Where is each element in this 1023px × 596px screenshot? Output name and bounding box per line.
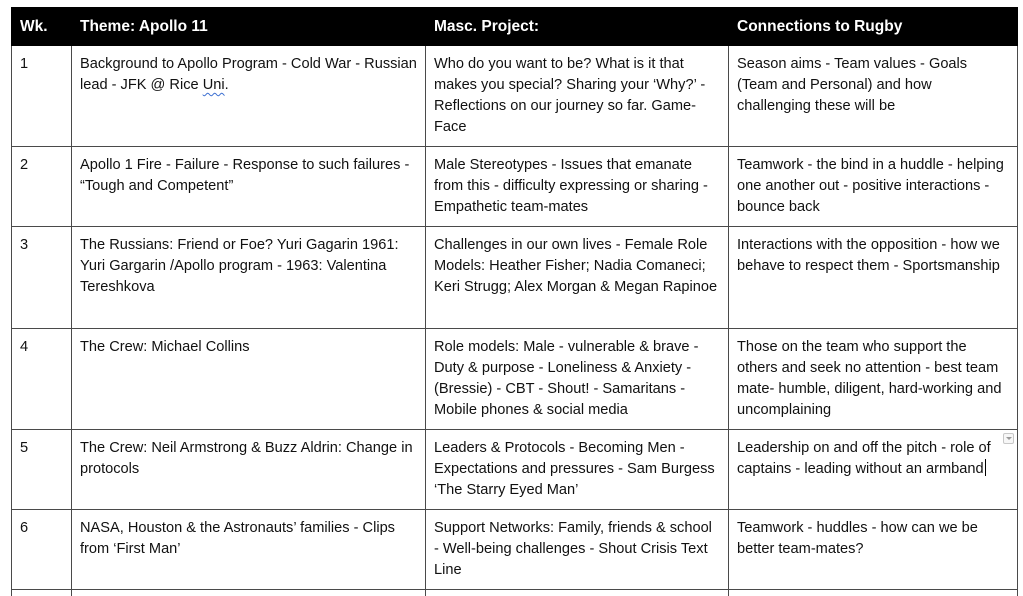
theme-cell[interactable]: The Russians: Friend or Foe? Yuri Gagarin 1961: Yuri Gargarin /Apollo program - 1963: Valentina Tereshkova	[72, 227, 426, 329]
header-row	[12, 8, 1018, 46]
theme-cell[interactable]: The Crew: Michael Collins	[72, 329, 426, 430]
table-row	[12, 430, 1018, 510]
theme-text: Background to Apollo Program - Cold War - Russian lead - JFK @ Rice	[80, 56, 417, 93]
table-row	[12, 46, 1018, 147]
theme-text-end: .	[224, 77, 229, 93]
week-number-cell[interactable]: 5	[12, 430, 72, 510]
header-connections-rugby[interactable]: Connections to Rugby	[729, 8, 1018, 46]
masc-project-cell[interactable]: Support Networks: Family, friends & school - Well-being challenges - Shout Crisis Text Line	[426, 510, 729, 590]
masc-project-cell[interactable]: Role models: Male - vulnerable & brave - Duty & purpose - Loneliness & Anxiety - (Bressie) - CBT - Shout! - Samaritans - Mobile phones & social media	[426, 329, 729, 430]
rugby-connection-cell[interactable]: Those on the team who support the others and seek no attention - best team mate- humble, diligent, hard-working and uncomplaining	[729, 329, 1018, 430]
rugby-connection-cell[interactable]: Teamwork - huddles - how can we be better team-mates?	[729, 510, 1018, 590]
rugby-connection-cell[interactable]: Teamwork - the bind in a huddle - helping one another out - positive interactions - bounce back	[729, 147, 1018, 227]
masc-project-cell[interactable]: Leaders & Protocols - Becoming Men - Expectations and pressures - Sam Burgess ‘The Starry Eyed Man’	[426, 430, 729, 510]
rugby-connection-cell-empty[interactable]	[729, 590, 1018, 596]
spellcheck-flagged-word[interactable]: Uni	[202, 77, 225, 93]
masc-project-cell-empty[interactable]	[426, 590, 729, 596]
week-number-cell-empty[interactable]	[12, 590, 72, 596]
masc-project-cell[interactable]: Who do you want to be? What is it that makes you special? Sharing your ‘Why?’ - Reflections on our journey so far. Game-Face	[426, 46, 729, 147]
theme-cell-empty[interactable]	[72, 590, 426, 596]
rugby-connection-cell[interactable]	[729, 430, 1018, 510]
theme-cell[interactable]: The Crew: Neil Armstrong & Buzz Aldrin: Change in protocols	[72, 430, 426, 510]
table-row	[12, 147, 1018, 227]
table-row-partial	[12, 590, 1018, 596]
rugby-connection-cell[interactable]: Season aims - Team values - Goals (Team and Personal) and how challenging these will be	[729, 46, 1018, 147]
theme-cell[interactable]: Apollo 1 Fire - Failure - Response to such failures - “Tough and Competent”	[72, 147, 426, 227]
header-week[interactable]: Wk.	[12, 8, 72, 46]
week-number-cell[interactable]: 4	[12, 329, 72, 430]
week-number-cell[interactable]: 2	[12, 147, 72, 227]
week-number-cell[interactable]: 3	[12, 227, 72, 329]
masc-project-cell[interactable]: Male Stereotypes - Issues that emanate from this - difficulty expressing or sharing - Empathetic team-mates	[426, 147, 729, 227]
theme-cell[interactable]: NASA, Houston & the Astronauts’ families - Clips from ‘First Man’	[72, 510, 426, 590]
week-number-cell[interactable]: 6	[12, 510, 72, 590]
text-cursor	[985, 459, 987, 476]
header-masc-project[interactable]: Masc. Project:	[426, 8, 729, 46]
header-theme[interactable]: Theme: Apollo 11	[72, 8, 426, 46]
table-row	[12, 329, 1018, 430]
week-number-cell[interactable]: 1	[12, 46, 72, 147]
masc-project-cell[interactable]: Challenges in our own lives - Female Role Models: Heather Fisher; Nadia Comaneci; Keri Strugg; Alex Morgan & Megan Rapinoe	[426, 227, 729, 329]
table-row	[12, 510, 1018, 590]
lesson-plan-table	[11, 7, 1018, 596]
theme-cell[interactable]	[72, 46, 426, 147]
table-row	[12, 227, 1018, 329]
cell-options-dropdown-icon[interactable]	[1003, 433, 1014, 444]
rugby-connection-text: Leadership on and off the pitch - role of captains - leading without an armband	[737, 440, 991, 477]
rugby-connection-cell[interactable]: Interactions with the opposition - how we behave to respect them - Sportsmanship	[729, 227, 1018, 329]
